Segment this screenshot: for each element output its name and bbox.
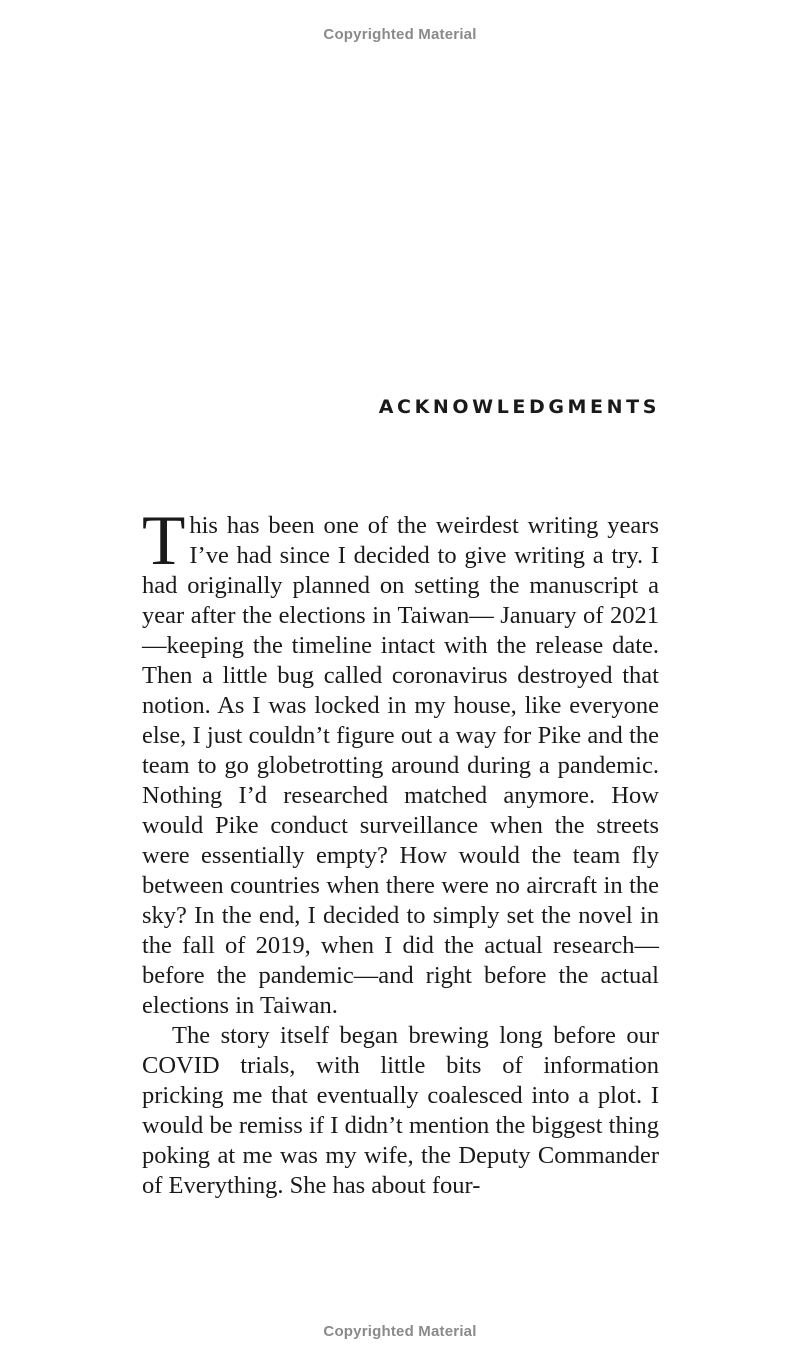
copyright-watermark-bottom: Copyrighted Material <box>323 1323 477 1340</box>
paragraph-1-text: his has been one of the weirdest writing years I’ve had since I decided to give writing a try. I had originally planned on setting the manuscript a year after the elections in Taiwan— January of 2021—keeping the timeline intact with the release date. Then a little bug called coronavirus destroyed that notion. As I was locked in my house, like everyone else, I just couldn’t figure out a way for Pike and the team to go globetrotting around during a pandemic. Nothing I’d researched matched anymore. How would Pike conduct surveillance when the streets were essentially empty? How would the team fly between countries when there were no aircraft in the sky? In the end, I decided to simply set the novel in the fall of 2019, when I did the actual research— before the pandemic—and right before the actual elections in Taiwan. <box>142 512 659 1019</box>
paragraph-2: The story itself began brewing long before our COVID trials, with little bits of information pricking me that eventually coalesced into a plot. I would be remiss if I didn’t mention the biggest thing poking at me was my wife, the Deputy Commander of Everything. She has about four- <box>142 1022 659 1199</box>
paragraph-1 <box>142 502 659 1021</box>
body-text <box>142 502 659 1201</box>
chapter-title: ACKNOWLEDGMENTS <box>378 396 660 418</box>
drop-cap: T <box>142 502 186 580</box>
copyright-watermark-top: Copyrighted Material <box>323 26 477 43</box>
